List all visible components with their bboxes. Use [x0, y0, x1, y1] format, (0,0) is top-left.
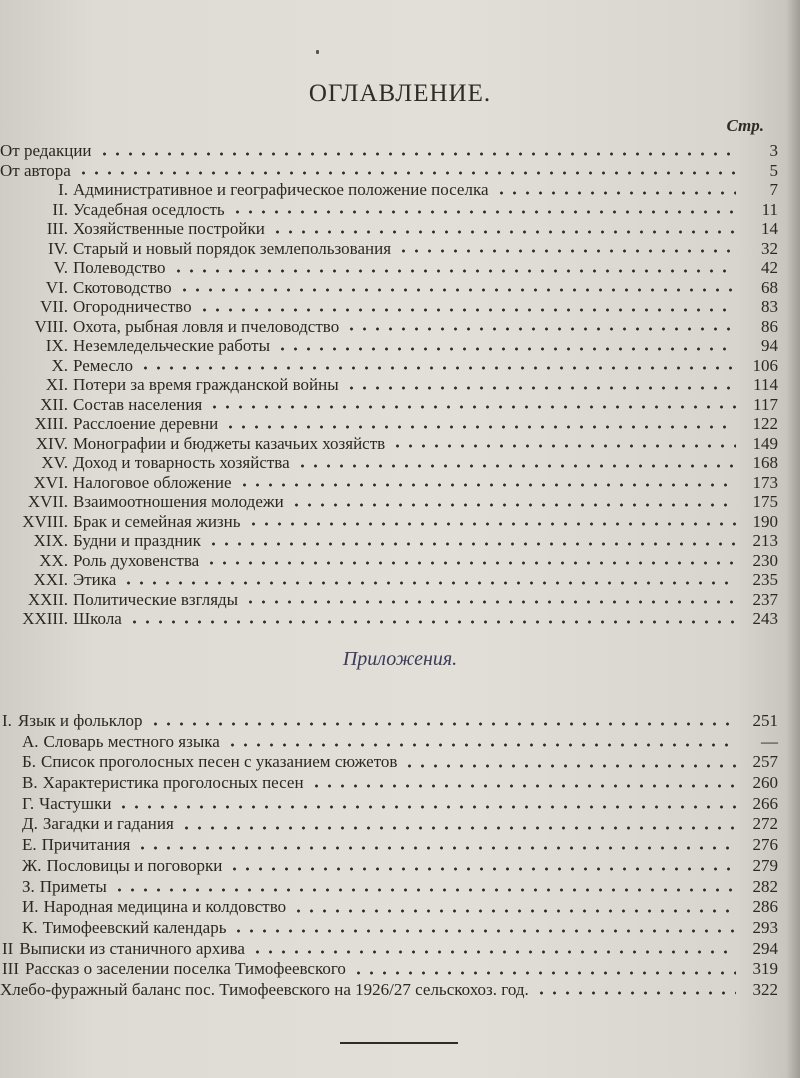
- entry-number: Г.: [22, 793, 35, 813]
- entry-number: З.: [22, 876, 35, 896]
- entry-number: II.: [52, 199, 68, 219]
- toc-entry: [0, 278, 778, 298]
- entry-title: Словарь местного языка: [43, 731, 220, 751]
- entry-number: IV.: [48, 238, 68, 258]
- dot-leader: [232, 929, 736, 933]
- toc-entry: [0, 773, 778, 794]
- entry-title: Пословицы и поговорки: [46, 855, 223, 875]
- dot-leader: [352, 971, 736, 975]
- entry-page-number: 322: [752, 979, 778, 999]
- toc-entry: [0, 453, 778, 473]
- entry-number: XXIII.: [22, 609, 68, 628]
- entry-title: Доход и товарность хозяйства: [73, 453, 290, 472]
- entry-number: XI.: [45, 375, 68, 394]
- entry-title: Административное и географическое положение поселка: [73, 180, 489, 199]
- entry-page-number: 257: [752, 752, 778, 772]
- toc-entry: [0, 794, 778, 815]
- entry-page-number: 279: [752, 855, 778, 875]
- entry-page-number: 86: [761, 316, 778, 336]
- entry-page-number: —: [761, 731, 778, 751]
- toc-entry: [0, 570, 778, 590]
- table-of-contents: [0, 141, 778, 629]
- entry-number: XVI.: [33, 472, 68, 492]
- entry-title: Брак и семейная жизнь: [73, 511, 241, 531]
- dot-leader: [290, 503, 736, 507]
- dot-leader: [208, 405, 736, 409]
- toc-entry: [0, 239, 778, 259]
- entry-page-number: 235: [752, 570, 778, 589]
- entry-page-number: 83: [761, 297, 778, 316]
- toc-entry: [0, 434, 778, 454]
- entry-number: XX.: [39, 550, 68, 570]
- entry-page-number: 11: [761, 199, 778, 219]
- dot-leader: [292, 909, 736, 913]
- entry-title: Монографии и бюджеты казачьих хозяйств: [73, 433, 386, 453]
- entry-number: III.: [46, 219, 68, 238]
- entry-number: I.: [58, 180, 68, 199]
- entry-title: Взаимоотношения молодежи: [73, 492, 284, 511]
- entry-number: VI.: [45, 277, 68, 297]
- entry-page-number: 251: [752, 711, 778, 730]
- entry-page-number: 272: [752, 814, 778, 834]
- toc-entry: [0, 395, 778, 415]
- entry-title: Состав населения: [73, 394, 203, 414]
- closing-rule: [340, 1042, 458, 1044]
- entry-title: Расслоение деревни: [73, 414, 219, 433]
- entry-title: Этика: [73, 570, 117, 589]
- toc-entry: [0, 856, 778, 877]
- toc-entry: [0, 414, 778, 434]
- entry-title: Хлебо-фуражный баланс пос. Тимофеевского на 1926/27 сельскохоз. год.: [0, 979, 529, 999]
- toc-entry: [0, 551, 778, 571]
- entry-page-number: 3: [769, 141, 778, 160]
- dot-leader: [180, 826, 736, 830]
- dot-leader: [310, 784, 736, 788]
- toc-entry: [0, 814, 778, 835]
- entry-title: Огородничество: [73, 297, 192, 316]
- dot-leader: [391, 444, 736, 448]
- entry-number: X.: [51, 355, 68, 375]
- dot-leader: [198, 308, 736, 312]
- dot-leader: [271, 230, 736, 234]
- dot-leader: [228, 867, 736, 871]
- toc-entry: [0, 161, 778, 181]
- toc-entry: [0, 473, 778, 493]
- toc-entry: [0, 219, 778, 239]
- entry-page-number: 230: [752, 550, 778, 570]
- entry-title: Усадебная оседлость: [73, 199, 225, 219]
- entry-page-number: 286: [752, 897, 778, 917]
- entry-page-number: 14: [761, 219, 778, 238]
- toc-entry: [0, 200, 778, 220]
- entry-page-number: 175: [752, 492, 778, 511]
- entry-title: Скотоводство: [73, 277, 172, 297]
- dot-leader: [117, 805, 736, 809]
- entry-number: Ж.: [22, 855, 42, 875]
- entry-page-number: 319: [752, 959, 778, 979]
- entry-title: Характеристика проголосных песен: [42, 773, 304, 793]
- entry-number: XII.: [40, 394, 68, 414]
- entry-page-number: 68: [761, 277, 778, 297]
- entry-number: XIII.: [34, 414, 68, 433]
- entry-number: XIV.: [35, 433, 68, 453]
- entry-title: Полеводство: [73, 258, 166, 277]
- entry-page-number: 266: [752, 793, 778, 813]
- toc-entry: [0, 531, 778, 551]
- dot-leader: [139, 366, 736, 370]
- entry-title: Ремесло: [73, 355, 134, 375]
- entry-title: Роль духовенства: [73, 550, 200, 570]
- dot-leader: [226, 743, 736, 747]
- entry-title: Потери за время гражданской войны: [73, 375, 339, 394]
- entry-number: Е.: [22, 835, 37, 855]
- dot-leader: [495, 191, 737, 195]
- entry-title: Рассказ о заселении поселка Тимофеевского: [24, 959, 346, 979]
- entry-title: Хозяйственные постройки: [73, 219, 265, 238]
- toc-entry: [0, 918, 778, 939]
- entry-page-number: 117: [753, 394, 778, 414]
- entry-title: Школа: [73, 609, 122, 628]
- dot-leader: [205, 561, 736, 565]
- entry-title: Будни и праздник: [73, 531, 201, 550]
- dot-leader: [345, 327, 736, 331]
- dot-leader: [251, 950, 736, 954]
- dot-leader: [296, 464, 736, 468]
- entry-title: Налоговое обложение: [73, 472, 232, 492]
- entry-number: I.: [2, 711, 12, 730]
- entry-title: Приметы: [39, 876, 107, 896]
- entry-title: Политические взгляды: [73, 589, 239, 609]
- dot-leader: [247, 522, 737, 526]
- dot-leader: [113, 888, 736, 892]
- dot-leader: [128, 620, 736, 624]
- entry-number: V.: [53, 258, 68, 277]
- dot-leader: [231, 210, 736, 214]
- dot-leader: [122, 581, 736, 585]
- entry-title: Охота, рыбная ловля и пчеловодство: [73, 316, 340, 336]
- toc-entry: [0, 752, 778, 773]
- entry-page-number: 122: [752, 414, 778, 433]
- dot-leader: [207, 542, 736, 546]
- entry-number: XXI.: [33, 570, 68, 589]
- entry-page-number: 260: [752, 773, 778, 793]
- toc-entry: [0, 980, 778, 1001]
- entry-page-number: 7: [769, 180, 778, 199]
- entry-page-number: 42: [761, 258, 778, 277]
- entry-title: От редакции: [0, 141, 92, 160]
- entry-title: Частушки: [39, 793, 112, 813]
- toc-entry: [0, 959, 778, 980]
- toc-entry: [0, 317, 778, 337]
- entry-number: VII.: [40, 297, 68, 316]
- dot-leader: [345, 386, 736, 390]
- entry-number: Б.: [22, 752, 37, 772]
- entry-number: Д.: [22, 814, 38, 834]
- toc-entry: [0, 939, 778, 960]
- entry-number: И.: [22, 897, 39, 917]
- entry-number: XV.: [41, 453, 68, 472]
- toc-entry: [0, 711, 778, 732]
- entry-number: II: [2, 938, 14, 958]
- toc-entry: [0, 590, 778, 610]
- appendix-title: Приложения.: [342, 648, 458, 670]
- dot-leader: [224, 425, 736, 429]
- entry-page-number: 149: [752, 433, 778, 453]
- entry-number: XVII.: [27, 492, 68, 511]
- entry-number: VIII.: [34, 316, 68, 336]
- toc-entry: [0, 356, 778, 376]
- entry-title: Тимофеевский календарь: [42, 917, 227, 937]
- entry-page-number: 190: [752, 511, 778, 531]
- dot-leader: [244, 600, 736, 604]
- toc-entry: [0, 732, 778, 753]
- entry-title: Список проголосных песен с указанием сюжетов: [41, 752, 398, 772]
- entry-page-number: 5: [769, 160, 778, 180]
- toc-entry: [0, 835, 778, 856]
- entry-number: IX.: [45, 336, 68, 355]
- dot-leader: [397, 249, 736, 253]
- appendix-contents: [0, 711, 778, 1001]
- toc-entry: [0, 492, 778, 512]
- dot-leader: [238, 483, 736, 487]
- entry-title: Старый и новый порядок землепользования: [73, 238, 392, 258]
- toc-entry: [0, 512, 778, 532]
- entry-page-number: 168: [752, 453, 778, 472]
- dot-leader: [178, 288, 736, 292]
- dot-leader: [136, 846, 736, 850]
- entry-title: Причитания: [41, 835, 131, 855]
- print-speck: [316, 50, 319, 54]
- toc-entry: [0, 336, 778, 356]
- entry-title: Выписки из станичного архива: [19, 938, 245, 958]
- entry-number: К.: [22, 917, 38, 937]
- page-title: ОГЛАВЛЕНИЕ.: [308, 80, 492, 107]
- entry-page-number: 276: [752, 835, 778, 855]
- page-edge-shadow: [786, 0, 800, 1078]
- toc-entry: [0, 258, 778, 278]
- entry-number: III: [2, 959, 19, 979]
- entry-title: От автора: [0, 160, 71, 180]
- toc-entry: [0, 141, 778, 161]
- entry-number: XIX.: [33, 531, 68, 550]
- toc-entry: [0, 877, 778, 898]
- entry-page-number: 213: [752, 531, 778, 550]
- entry-title: Неземледельческие работы: [73, 336, 271, 355]
- toc-entry: [0, 897, 778, 918]
- entry-page-number: 243: [752, 609, 778, 628]
- entry-page-number: 282: [752, 876, 778, 896]
- toc-entry: [0, 180, 778, 200]
- entry-number: XXII.: [27, 589, 68, 609]
- dot-leader: [77, 171, 736, 175]
- entry-page-number: 94: [761, 336, 778, 355]
- toc-entry: [0, 297, 778, 317]
- dot-leader: [276, 347, 736, 351]
- entry-title: Загадки и гадания: [42, 814, 174, 834]
- entry-page-number: 106: [752, 355, 778, 375]
- entry-page-number: 32: [761, 238, 778, 258]
- toc-entry: [0, 609, 778, 629]
- entry-title: Язык и фольклор: [17, 711, 143, 730]
- dot-leader: [149, 722, 736, 726]
- dot-leader: [535, 991, 736, 995]
- entry-page-number: 173: [752, 472, 778, 492]
- entry-title: Народная медицина и колдовство: [43, 897, 287, 917]
- dot-leader: [403, 764, 736, 768]
- entry-page-number: 293: [752, 917, 778, 937]
- dot-leader: [98, 152, 736, 156]
- entry-number: А.: [22, 731, 39, 751]
- page-column-header: Стр.: [726, 116, 764, 135]
- dot-leader: [172, 269, 736, 273]
- entry-number: В.: [22, 773, 38, 793]
- entry-number: XVIII.: [22, 511, 68, 531]
- entry-page-number: 294: [752, 938, 778, 958]
- entry-page-number: 237: [752, 589, 778, 609]
- entry-page-number: 114: [753, 375, 778, 394]
- toc-entry: [0, 375, 778, 395]
